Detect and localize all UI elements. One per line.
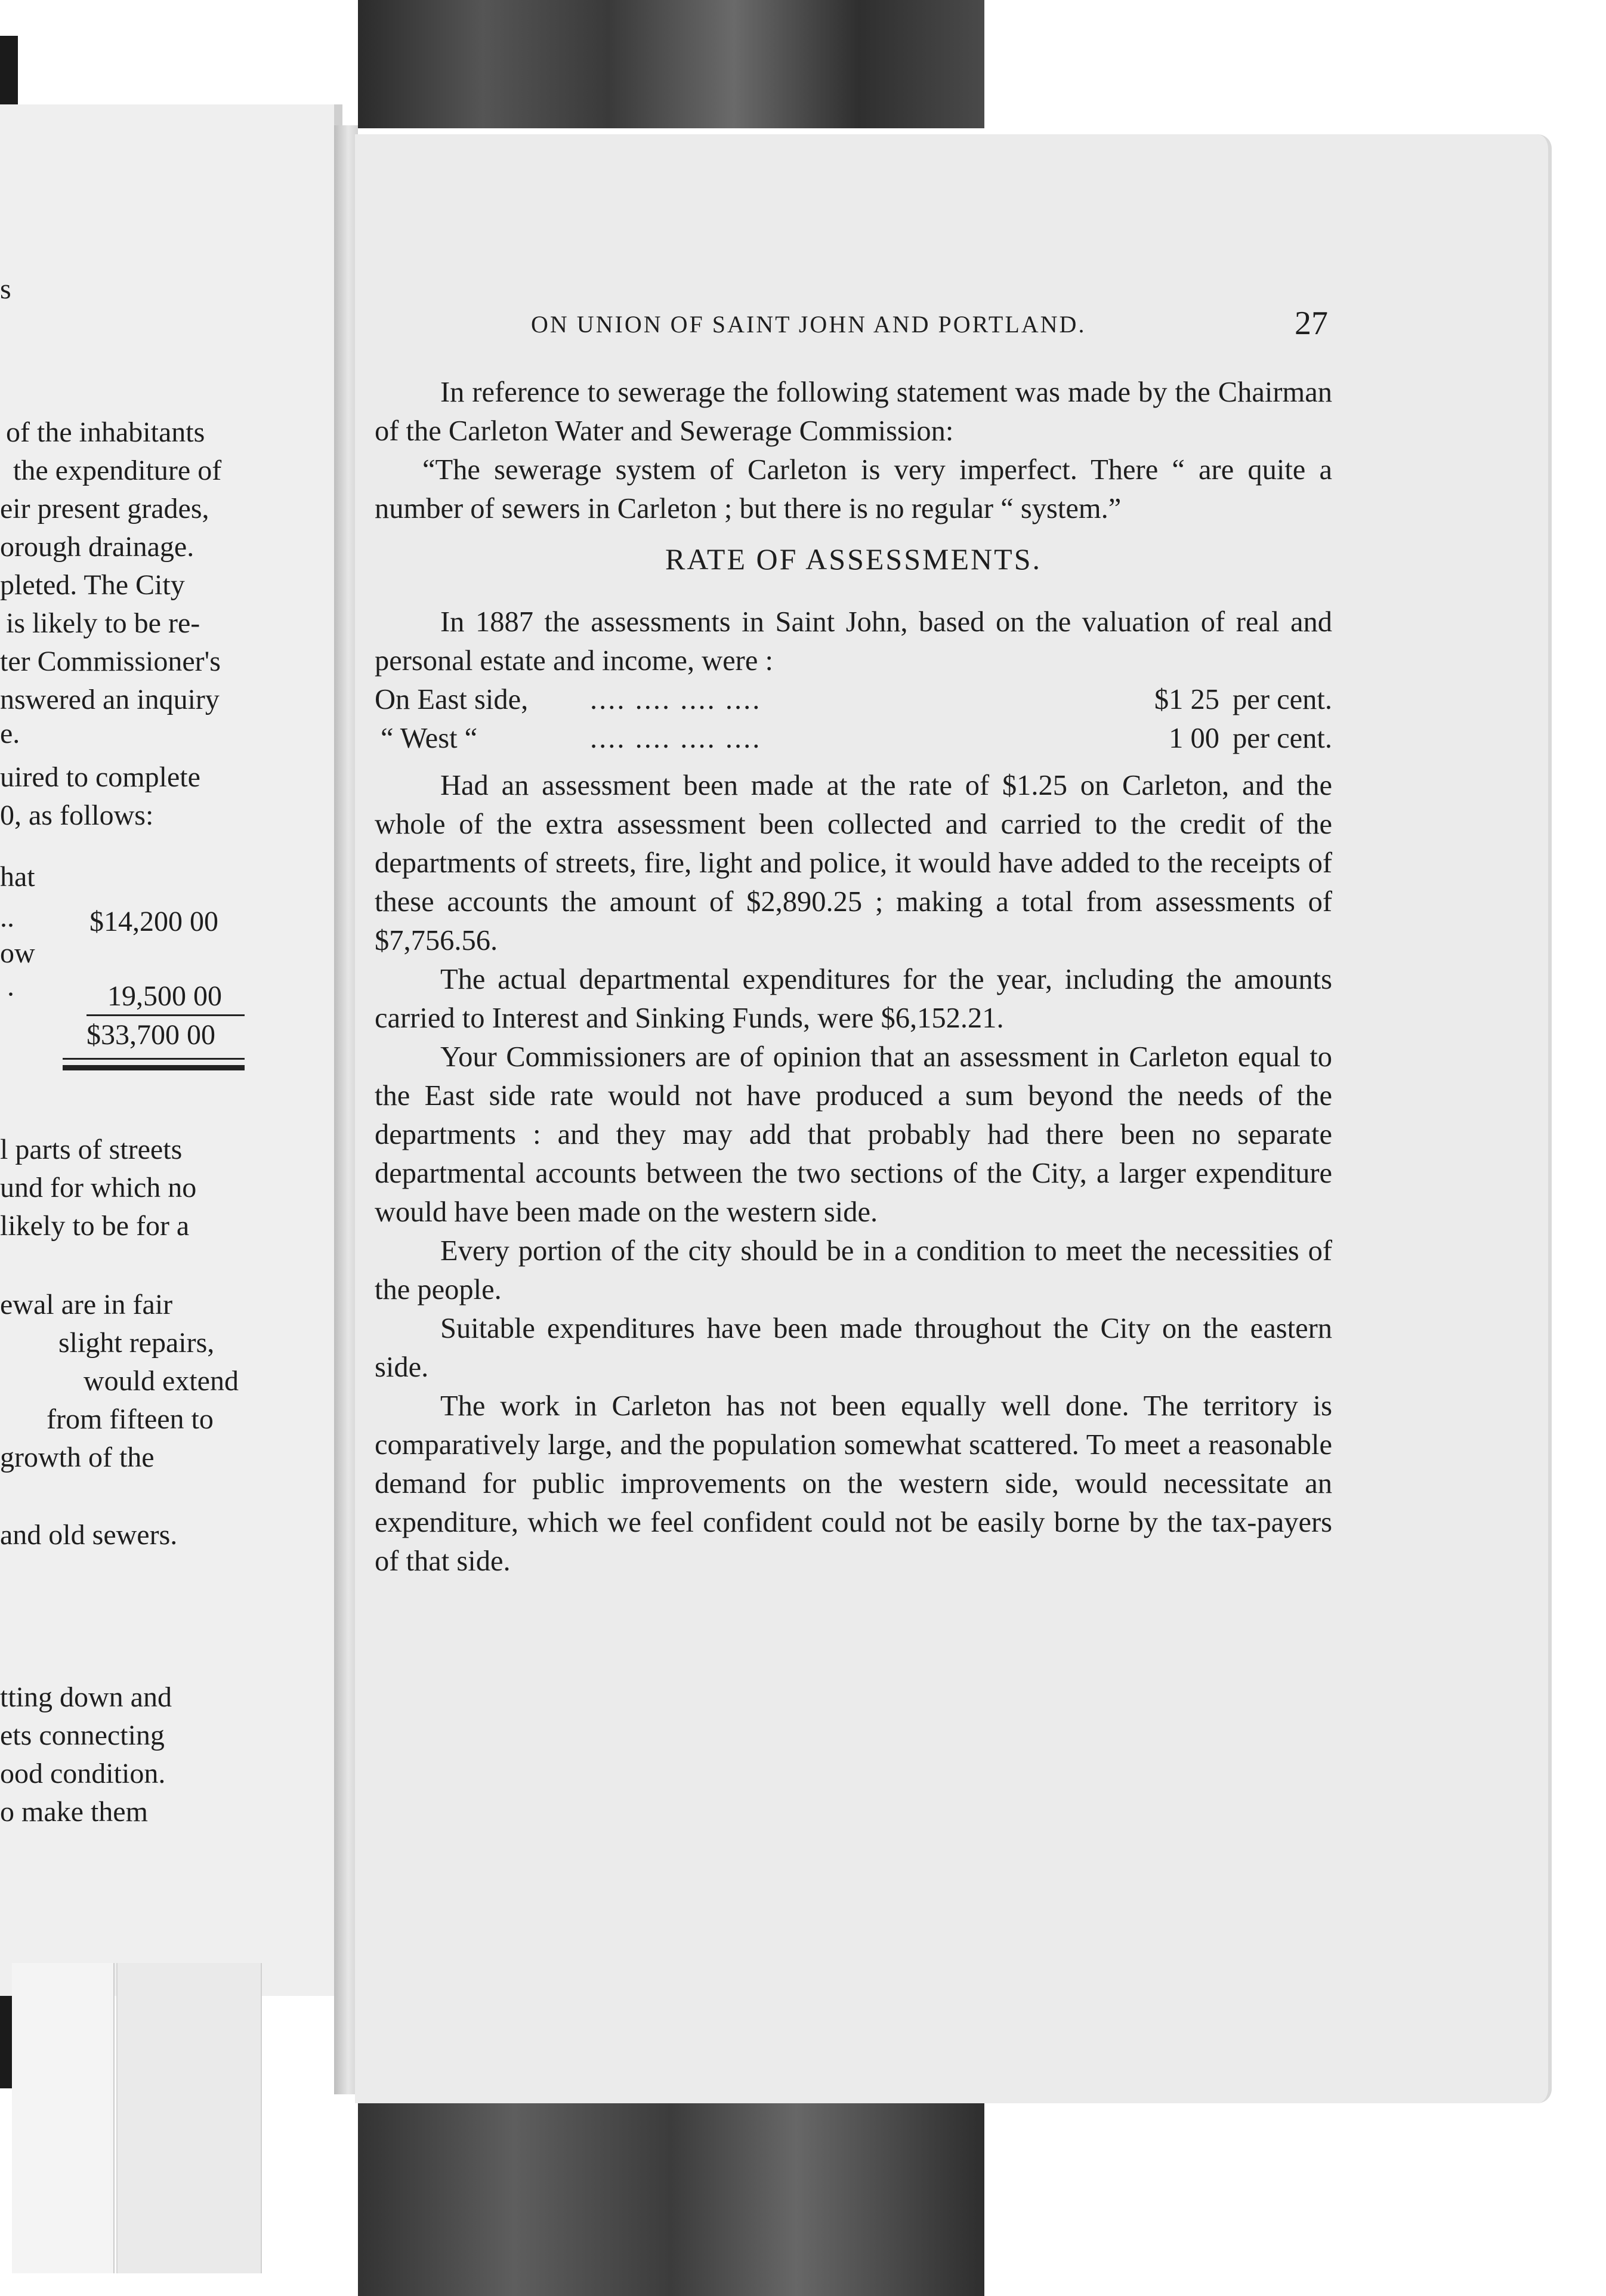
left-line: slight repairs, xyxy=(58,1327,215,1359)
page-body xyxy=(375,373,1332,1581)
paragraph-eastern-side: Suitable expenditures have been made throughout the City on the eastern side. xyxy=(375,1313,1332,1383)
left-line: from fifteen to xyxy=(47,1403,214,1435)
page-tab xyxy=(12,1963,115,2273)
total-double-rule xyxy=(63,1065,245,1070)
left-amount: 19,500 00 xyxy=(107,980,222,1012)
left-line: 0, as follows: xyxy=(0,800,154,831)
left-amount: $14,200 00 xyxy=(89,906,218,937)
left-line: pleted. The City xyxy=(0,569,185,601)
rate-row-east xyxy=(375,680,1332,719)
left-line: eir present grades, xyxy=(0,493,209,524)
binding-bottom xyxy=(358,2100,984,2296)
paragraph-expenditures: The actual departmental expenditures for the year, including the amounts carried to Interest and Sinking Funds, were $6,152.21. xyxy=(375,964,1332,1034)
section-heading: RATE OF ASSESSMENTS. xyxy=(665,542,1042,576)
left-line: · xyxy=(6,979,16,1010)
rate-row-west xyxy=(375,719,1332,758)
left-page xyxy=(0,104,342,1996)
left-line: s xyxy=(0,273,11,305)
total-underline xyxy=(63,1058,245,1060)
rate-leader: .... .... .... .... xyxy=(589,684,762,715)
left-line: e. xyxy=(0,718,20,749)
rate-amount: $1 25 xyxy=(1154,684,1220,715)
binding-top xyxy=(358,0,984,128)
left-line: ewal are in fair xyxy=(0,1289,173,1320)
left-line: ter Commissioner's xyxy=(0,646,221,677)
left-line: uired to complete xyxy=(0,761,200,793)
left-amount: $33,700 00 xyxy=(87,1019,215,1051)
rate-unit: per cent. xyxy=(1233,684,1333,715)
page-gutter xyxy=(334,125,358,2094)
left-line: likely to be for a xyxy=(0,1210,190,1242)
left-line: ow xyxy=(0,937,35,969)
page-tab xyxy=(116,1963,262,2273)
rate-location: “ West “ xyxy=(381,723,478,754)
running-head: ON UNION OF SAINT JOHN AND PORTLAND. xyxy=(531,311,1086,338)
paragraph-opinion: Your Commissioners are of opinion that an assessment in Carleton equal to the East side rate would not have produced a sum beyond the needs of the departments : and they may add that probably had there been no separate departmental accounts between the two sections of the City, a larger expenditure would have been made on the western side. xyxy=(375,1041,1332,1228)
left-line: would extend xyxy=(84,1365,239,1397)
left-line: o make them xyxy=(0,1796,148,1828)
rate-location: On East side, xyxy=(375,684,529,715)
sum-rule xyxy=(87,1014,245,1016)
left-line: nswered an inquiry xyxy=(0,684,220,715)
left-line: l parts of streets xyxy=(0,1134,183,1165)
page-number: 27 xyxy=(1295,305,1328,342)
left-line: and old sewers. xyxy=(0,1519,178,1551)
left-line: of the inhabitants xyxy=(6,416,205,448)
rate-leader: .... .... .... .... xyxy=(589,723,762,754)
paragraph-carleton-work: The work in Carleton has not been equally well done. The territory is comparatively large, and the population somewhat scattered. To meet a reasonable demand for public improvements on the western side, would necessitate an expenditure, which we feel confident could not be easily borne by the tax-payers of that side. xyxy=(375,1390,1332,1577)
left-line: is likely to be re- xyxy=(6,607,200,639)
left-line: tting down and xyxy=(0,1681,172,1713)
left-line: ets connecting xyxy=(0,1720,165,1751)
paragraph-sewerage: In reference to sewerage the following statement was made by the Chairman of the Carleton Water and Sewerage Commission: xyxy=(375,377,1332,447)
paragraph-condition: Every portion of the city should be in a condition to meet the necessities of the people. xyxy=(375,1235,1332,1306)
left-line: growth of the xyxy=(0,1442,155,1473)
rate-unit: per cent. xyxy=(1233,723,1333,754)
left-line: .. xyxy=(0,902,14,933)
rate-amount: 1 00 xyxy=(1169,723,1220,754)
paragraph-assessments: In 1887 the assessments in Saint John, based on the valuation of real and personal estate and income, were : xyxy=(375,606,1332,677)
left-line: ood condition. xyxy=(0,1758,166,1789)
paragraph-quote: “The sewerage system of Carleton is very imperfect. There “ are quite a number of sewers in Carleton ; but there is no regular “ system.” xyxy=(375,454,1332,524)
left-line: the expenditure of xyxy=(13,455,222,486)
left-line: und for which no xyxy=(0,1172,197,1203)
paragraph-carleton-assessment: Had an assessment been made at the rate of $1.25 on Carleton, and the whole of the extra assessment been collected and carried to the credit of the departments of streets, fire, light and police, it would have added to the receipts of these accounts the amount of $2,890.25 ; making a total from assessments of $7,756.56. xyxy=(375,770,1332,956)
left-line: orough drainage. xyxy=(0,531,194,563)
left-line: hat xyxy=(0,861,35,893)
